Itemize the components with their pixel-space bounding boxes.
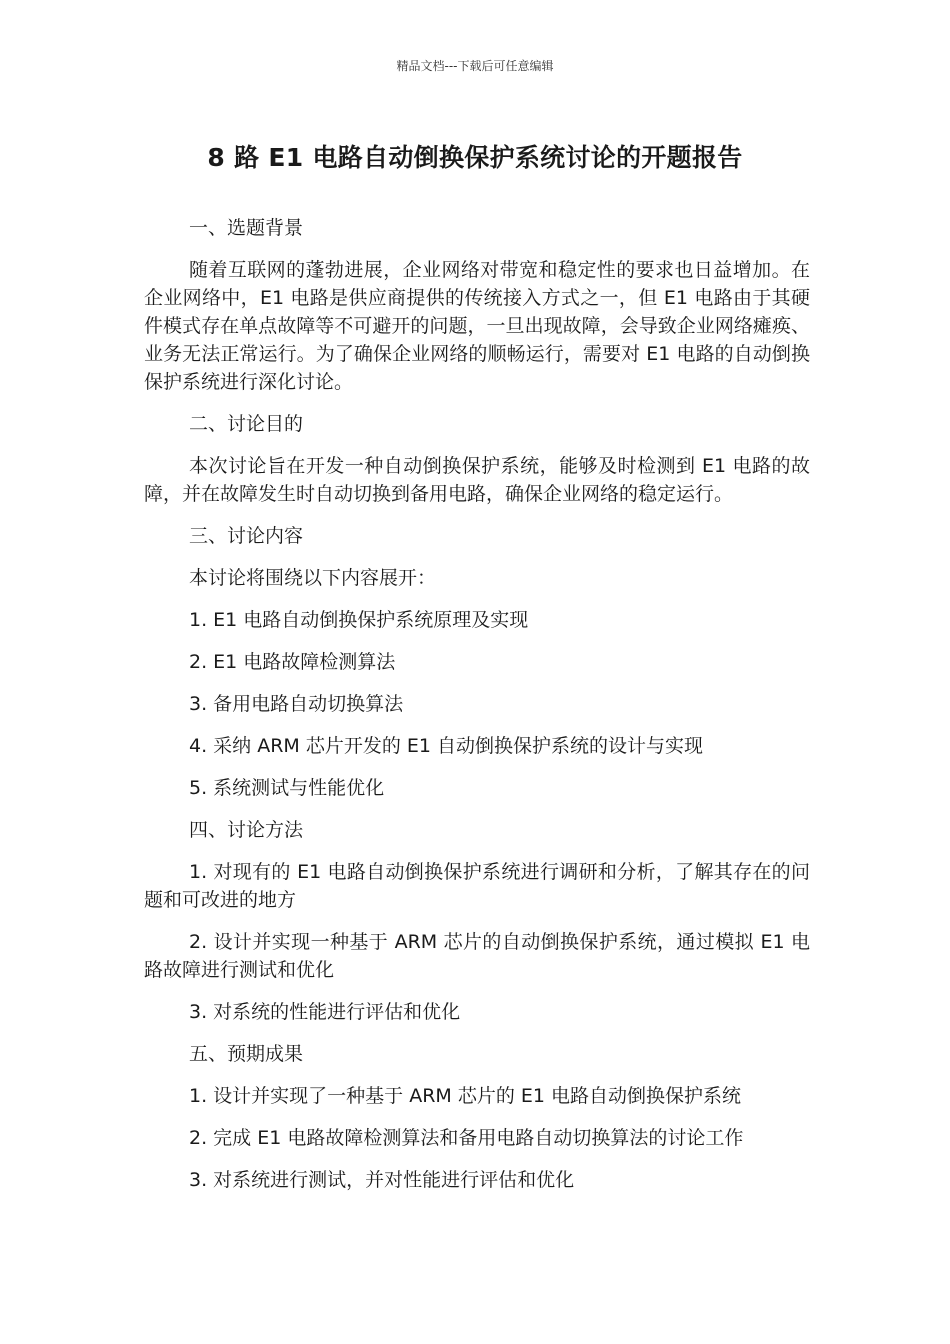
section-heading-background: 一、选题背景	[189, 217, 304, 239]
paragraph-content-intro: 本讨论将围绕以下内容展开：	[189, 567, 437, 589]
list-item-results-3: 3. 对系统进行测试，并对性能进行评估和优化	[189, 1169, 575, 1191]
list-item-content-1: 1. E1 电路自动倒换保护系统原理及实现	[189, 609, 529, 631]
paragraph-purpose: 本次讨论旨在开发一种自动倒换保护系统，能够及时检测到 E1 电路的故障，并在故障发生时自动切换到备用电路，确保企业网络的稳定运行。	[144, 455, 810, 505]
section-heading-purpose: 二、讨论目的	[189, 413, 304, 435]
document-title: 8 路 E1 电路自动倒换保护系统讨论的开题报告	[207, 143, 743, 172]
section-heading-results: 五、预期成果	[189, 1043, 304, 1065]
list-item-content-3: 3. 备用电路自动切换算法	[189, 693, 404, 715]
list-item-results-2: 2. 完成 E1 电路故障检测算法和备用电路自动切换算法的讨论工作	[189, 1127, 744, 1149]
list-item-content-2: 2. E1 电路故障检测算法	[189, 651, 396, 673]
header-note: 精品文档---下载后可任意编辑	[396, 59, 554, 73]
section-heading-method: 四、讨论方法	[189, 819, 304, 841]
list-item-method-2: 2. 设计并实现一种基于 ARM 芯片的自动倒换保护系统，通过模拟 E1 电路故障进行测试和优化	[144, 931, 810, 981]
list-item-results-1: 1. 设计并实现了一种基于 ARM 芯片的 E1 电路自动倒换保护系统	[189, 1085, 742, 1107]
document-body	[144, 214, 810, 1208]
list-item-method-3: 3. 对系统的性能进行评估和优化	[189, 1001, 461, 1023]
section-heading-content: 三、讨论内容	[189, 525, 304, 547]
paragraph-background: 随着互联网的蓬勃进展，企业网络对带宽和稳定性的要求也日益增加。在企业网络中，E1 电路是供应商提供的传统接入方式之一，但 E1 电路由于其硬件模式存在单点故障等不可避开的问题，一旦出现故障，会导致企业网络瘫痪、业务无法正常运行。为了确保企业网络的顺畅运行，需要对 E1 电路的自动倒换保护系统进行深化讨论。	[144, 259, 810, 393]
list-item-method-1: 1. 对现有的 E1 电路自动倒换保护系统进行调研和分析，了解其存在的问题和可改进的地方	[144, 861, 810, 911]
list-item-content-4: 4. 采纳 ARM 芯片开发的 E1 自动倒换保护系统的设计与实现	[189, 735, 704, 757]
list-item-content-5: 5. 系统测试与性能优化	[189, 777, 385, 799]
